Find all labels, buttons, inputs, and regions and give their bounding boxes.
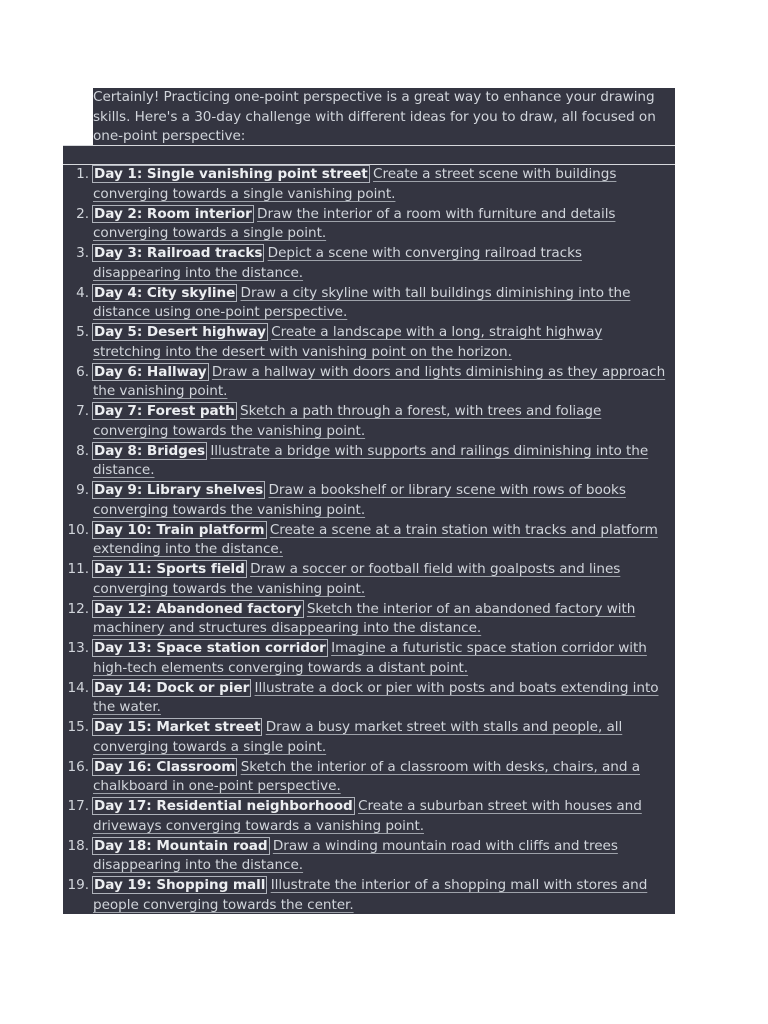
item-number: 1. — [76, 166, 89, 182]
item-number: 17. — [67, 798, 89, 814]
day-description: Sketch the interior of an abandoned factory with machinery and structures disappearing into the distance. — [93, 600, 636, 637]
day-title: Day 16: Classroom — [94, 758, 236, 775]
item-number: 2. — [76, 205, 89, 222]
item-number: 12. — [67, 600, 89, 617]
day-title: Day 7: Forest path — [94, 403, 235, 419]
day-title: Day 6: Hallway — [94, 363, 207, 380]
list-item — [63, 876, 675, 916]
challenge-list — [63, 165, 675, 916]
day-description: Depict a scene with converging railroad tracks disappearing into the distance. — [93, 245, 582, 281]
item-number: 11. — [67, 561, 89, 577]
day-title: Day 10: Train platform — [94, 521, 265, 538]
item-number: 8. — [76, 442, 89, 459]
item-number: 14. — [67, 679, 89, 696]
item-number: 13. — [67, 640, 89, 656]
list-item — [63, 679, 675, 719]
intro-paragraph-block — [93, 88, 675, 145]
list-item — [63, 560, 675, 600]
list-item — [63, 165, 675, 205]
list-item — [63, 323, 675, 363]
day-description: Create a street scene with buildings converging towards a single vanishing point. — [93, 166, 617, 202]
item-number: 9. — [76, 482, 89, 498]
day-description: Draw a busy market street with stalls and people, all converging towards a single point. — [93, 719, 623, 755]
day-description: Create a landscape with a long, straight highway stretching into the desert with vanishing point on the horizon. — [93, 324, 603, 360]
day-title: Day 11: Sports field — [94, 561, 245, 577]
list-item — [63, 639, 675, 679]
day-title: Day 13: Space station corridor — [94, 640, 326, 656]
day-description: Sketch a path through a forest, with trees and foliage converging towards the vanishing point. — [93, 403, 602, 439]
item-number: 19. — [67, 877, 89, 893]
day-title: Day 8: Bridges — [94, 442, 206, 459]
list-item — [63, 600, 675, 640]
list-item — [63, 718, 675, 758]
item-number: 3. — [76, 245, 89, 261]
day-title: Day 18: Mountain road — [94, 837, 268, 854]
item-number: 10. — [67, 521, 89, 538]
day-description: Draw a soccer or football field with goalposts and lines converging towards the vanishing point. — [93, 561, 621, 597]
list-item — [63, 797, 675, 837]
list-item — [63, 758, 675, 798]
item-number: 18. — [67, 837, 89, 854]
item-number: 6. — [76, 363, 89, 380]
item-number: 4. — [76, 284, 89, 301]
day-title: Day 4: City skyline — [94, 284, 236, 301]
item-number: 15. — [67, 719, 89, 735]
intro-text: Certainly! Practicing one-point perspective is a great way to enhance your drawing skills. Here's a 30-day challenge with different ideas for you to draw, all focused on one-point perspective: — [93, 89, 656, 145]
list-item — [63, 244, 675, 284]
day-description: Draw the interior of a room with furniture and details converging towards a single point. — [93, 205, 616, 242]
day-title: Day 3: Railroad tracks — [94, 245, 263, 261]
list-item — [63, 481, 675, 521]
list-gap — [63, 146, 675, 164]
day-description: Sketch the interior of a classroom with desks, chairs, and a chalkboard in one-point perspective. — [93, 758, 641, 795]
list-item — [63, 402, 675, 442]
day-title: Day 14: Dock or pier — [94, 679, 250, 696]
day-description: Draw a hallway with doors and lights diminishing as they approach the vanishing point. — [93, 363, 666, 400]
day-title: Day 15: Market street — [94, 719, 261, 735]
day-description: Imagine a futuristic space station corridor with high-tech elements converging towards a distant point. — [93, 640, 647, 676]
day-description: Draw a city skyline with tall buildings diminishing into the distance using one-point perspective. — [93, 284, 631, 321]
day-title: Day 9: Library shelves — [94, 482, 264, 498]
day-title: Day 2: Room interior — [94, 205, 252, 222]
challenge-list-panel — [63, 165, 675, 914]
list-item — [63, 205, 675, 245]
day-description: Illustrate the interior of a shopping mall with stores and people converging towards the center. — [93, 877, 648, 913]
day-description: Illustrate a bridge with supports and railings diminishing into the distance. — [93, 442, 649, 479]
day-title: Day 12: Abandoned factory — [94, 600, 302, 617]
item-number: 7. — [76, 403, 89, 419]
day-description: Draw a bookshelf or library scene with rows of books converging towards the vanishing point. — [93, 482, 626, 518]
list-item — [63, 521, 675, 561]
day-description: Create a scene at a train station with tracks and platform extending into the distance. — [93, 521, 658, 558]
list-item — [63, 837, 675, 877]
day-title: Day 17: Residential neighborhood — [94, 798, 353, 814]
day-description: Draw a winding mountain road with cliffs and trees disappearing into the distance. — [93, 837, 618, 874]
day-title: Day 5: Desert highway — [94, 324, 266, 340]
day-title: Day 19: Shopping mall — [94, 877, 266, 893]
day-description: Create a suburban street with houses and driveways converging towards a vanishing point. — [93, 798, 642, 834]
item-number: 16. — [67, 758, 89, 775]
list-item — [63, 363, 675, 403]
list-item — [63, 284, 675, 324]
day-title: Day 1: Single vanishing point street — [94, 166, 368, 182]
day-description: Illustrate a dock or pier with posts and boats extending into the water. — [93, 679, 659, 716]
list-item — [63, 442, 675, 482]
item-number: 5. — [76, 324, 89, 340]
